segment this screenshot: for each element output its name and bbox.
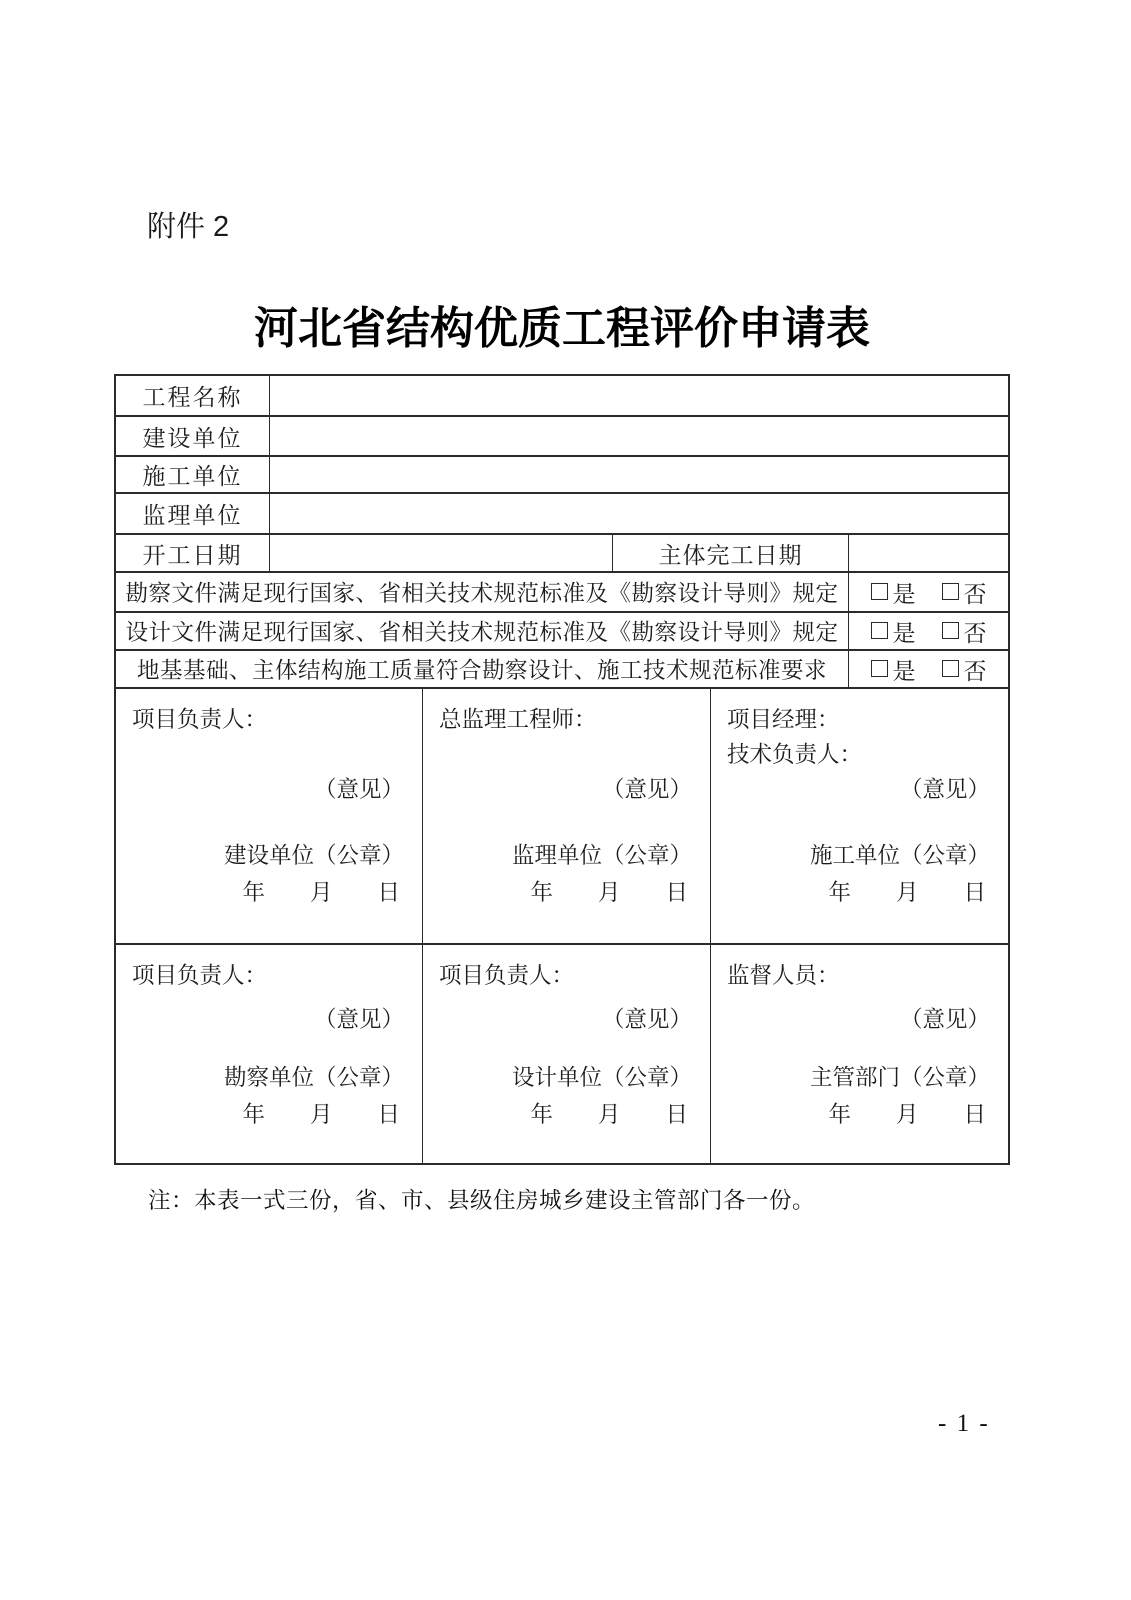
authority-signature-block[interactable] <box>710 945 1008 1163</box>
start-date-field[interactable] <box>269 535 612 571</box>
design-unit-signature-block[interactable] <box>422 945 710 1163</box>
yes-label: 是 <box>892 658 916 684</box>
survey-yes-checkbox[interactable] <box>871 583 888 600</box>
signer-role-label: 项目负责人： <box>132 707 268 732</box>
stamp-label: 建设单位（公章） <box>223 843 404 868</box>
contractor-field[interactable] <box>269 457 1008 492</box>
completion-date-label: 主体完工日期 <box>612 535 848 571</box>
design-compliance-statement: 设计文件满足现行国家、省相关技术规范标准及《勘察设计导则》规定 <box>125 620 839 645</box>
start-date-label: 开工日期 <box>142 542 243 568</box>
supervision-signature-block[interactable] <box>422 689 710 943</box>
table-row-survey-compliance <box>116 571 1008 611</box>
signer-role-label: 项目经理： <box>727 707 840 732</box>
contractor-label: 施工单位 <box>142 464 243 489</box>
survey-compliance-options <box>848 573 1008 611</box>
stamp-label: 主管部门（公章） <box>809 1065 990 1090</box>
foundation-no-checkbox[interactable] <box>942 660 959 677</box>
project-name-label: 工程名称 <box>142 385 243 410</box>
opinion-placeholder: （意见） <box>899 777 990 802</box>
table-row-foundation-compliance <box>116 649 1008 687</box>
client-signature-block[interactable] <box>116 689 422 943</box>
survey-yes-option[interactable] <box>871 576 916 609</box>
yes-label: 是 <box>892 581 916 607</box>
attachment-label: 附件 2 <box>147 211 230 243</box>
page-number: - 1 - <box>938 1410 990 1437</box>
completion-date-field[interactable] <box>848 535 1008 571</box>
stamp-label: 监理单位（公章） <box>511 843 692 868</box>
design-yes-checkbox[interactable] <box>871 622 888 639</box>
survey-compliance-statement: 勘察文件满足现行国家、省相关技术规范标准及《勘察设计导则》规定 <box>125 581 839 606</box>
survey-unit-signature-block[interactable] <box>116 945 422 1163</box>
stamp-label: 设计单位（公章） <box>511 1065 692 1090</box>
date-line: 年 月 日 <box>242 880 400 905</box>
table-row-supervisor <box>116 492 1008 533</box>
opinion-placeholder: （意见） <box>601 777 692 802</box>
table-row-signatures-1 <box>116 687 1008 943</box>
date-line: 年 月 日 <box>828 1102 986 1127</box>
table-row-construction-client <box>116 415 1008 455</box>
opinion-placeholder: （意见） <box>899 1007 990 1032</box>
foundation-no-option[interactable] <box>942 653 987 686</box>
yes-label: 是 <box>892 620 916 646</box>
page-title: 河北省结构优质工程评价申请表 <box>254 304 870 353</box>
contractor-signature-block[interactable] <box>710 689 1008 943</box>
no-label: 否 <box>963 620 987 646</box>
foundation-compliance-statement: 地基基础、主体结构施工质量符合勘察设计、施工技术规范标准要求 <box>136 658 827 683</box>
design-no-option[interactable] <box>942 615 987 648</box>
foundation-compliance-options <box>848 651 1008 687</box>
signer-role-label-2: 技术负责人： <box>727 742 863 767</box>
signer-role-label: 项目负责人： <box>132 963 268 988</box>
foundation-yes-checkbox[interactable] <box>871 660 888 677</box>
foundation-yes-option[interactable] <box>871 653 916 686</box>
no-label: 否 <box>963 581 987 607</box>
no-label: 否 <box>963 658 987 684</box>
table-row-project-name <box>116 376 1008 415</box>
construction-client-field[interactable] <box>269 417 1008 455</box>
design-compliance-options <box>848 613 1008 649</box>
date-line: 年 月 日 <box>530 1102 688 1127</box>
design-yes-option[interactable] <box>871 615 916 648</box>
stamp-label: 施工单位（公章） <box>809 843 990 868</box>
design-no-checkbox[interactable] <box>942 622 959 639</box>
supervisor-field[interactable] <box>269 494 1008 533</box>
opinion-placeholder: （意见） <box>313 1007 404 1032</box>
project-name-field[interactable] <box>269 376 1008 415</box>
survey-no-checkbox[interactable] <box>942 583 959 600</box>
supervisor-label: 监理单位 <box>142 503 243 528</box>
stamp-label: 勘察单位（公章） <box>223 1065 404 1090</box>
signer-role-label: 项目负责人： <box>439 963 575 988</box>
opinion-placeholder: （意见） <box>313 777 404 802</box>
signer-role-label: 监督人员： <box>727 963 840 988</box>
table-row-contractor <box>116 455 1008 492</box>
survey-no-option[interactable] <box>942 576 987 609</box>
opinion-placeholder: （意见） <box>601 1007 692 1032</box>
date-line: 年 月 日 <box>828 880 986 905</box>
date-line: 年 月 日 <box>530 880 688 905</box>
date-line: 年 月 日 <box>242 1102 400 1127</box>
construction-client-label: 建设单位 <box>142 425 243 451</box>
application-form-table <box>114 374 1010 1165</box>
footnote: 注：本表一式三份，省、市、县级住房城乡建设主管部门各一份。 <box>148 1188 816 1213</box>
table-row-signatures-2 <box>116 943 1008 1163</box>
table-row-design-compliance <box>116 611 1008 649</box>
signer-role-label: 总监理工程师： <box>439 707 597 732</box>
table-row-dates <box>116 533 1008 571</box>
